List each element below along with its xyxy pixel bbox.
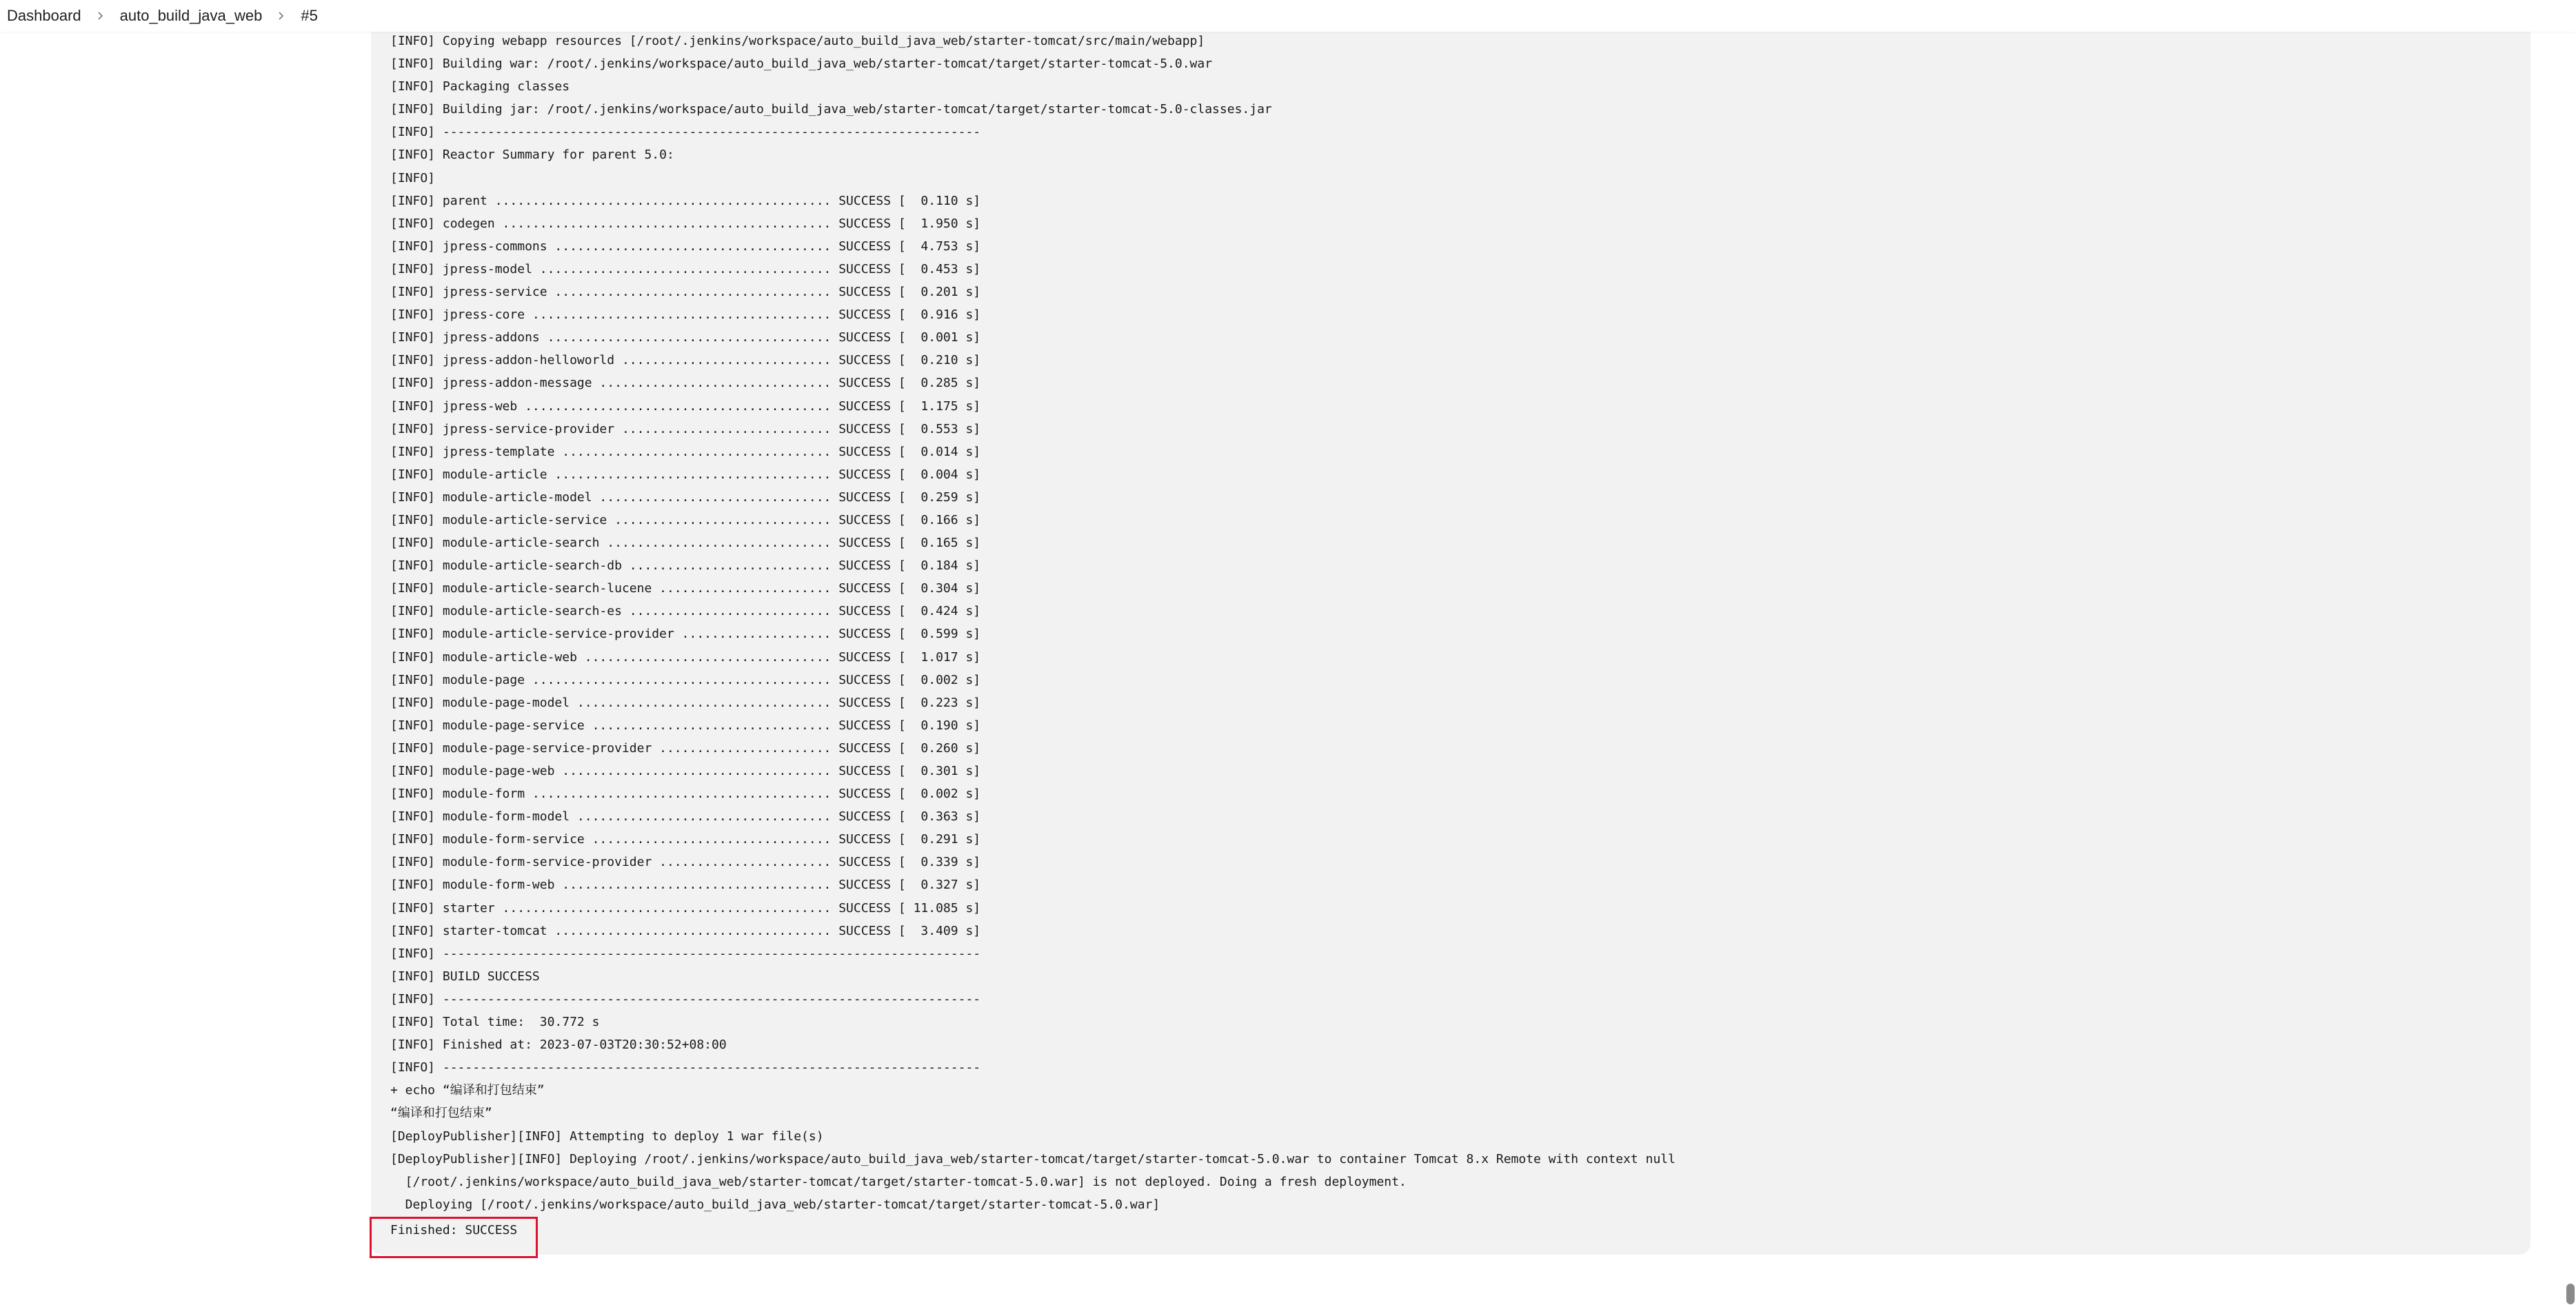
log-line: [/root/.jenkins/workspace/auto_build_java_web/starter-tomcat/target/starter-tomcat-5.0.war] is not deployed. Doing a fresh deployment. — [390, 1174, 1407, 1189]
log-line: [INFO] module-article ..................................... SUCCESS [ 0.004 s] — [390, 467, 981, 482]
log-line: [INFO] module-article-search-lucene ....................... SUCCESS [ 0.304 s] — [390, 581, 981, 596]
log-line: [INFO] jpress-service-provider ............................ SUCCESS [ 0.553 s] — [390, 421, 981, 436]
log-line: [INFO] module-page-service-provider ....................... SUCCESS [ 0.260 s] — [390, 740, 981, 756]
log-line: [DeployPublisher][INFO] Attempting to deploy 1 war file(s) — [390, 1129, 824, 1144]
log-line: [INFO] ------------------------------------------------------------------------ — [390, 991, 981, 1006]
breadcrumb-bar — [0, 0, 2576, 32]
log-line: [INFO] starter-tomcat ..................................... SUCCESS [ 3.409 s] — [390, 923, 981, 938]
log-line: [INFO] module-form-service ................................ SUCCESS [ 0.291 s] — [390, 832, 981, 847]
breadcrumb-dashboard[interactable]: Dashboard — [7, 7, 81, 24]
log-line: Deploying [/root/.jenkins/workspace/auto_build_java_web/starter-tomcat/target/starter-tomcat-5.0.war] — [390, 1197, 1160, 1212]
log-line: [INFO] module-article-model ............................... SUCCESS [ 0.259 s] — [390, 489, 981, 505]
log-line: [INFO] module-article-search-es ........................... SUCCESS [ 0.424 s] — [390, 604, 981, 619]
log-line: + echo “编译和打包结束” — [390, 1083, 545, 1098]
log-line: [INFO] jpress-service ..................................... SUCCESS [ 0.201 s] — [390, 285, 981, 300]
log-line: [INFO] jpress-model ....................................... SUCCESS [ 0.453 s] — [390, 261, 981, 276]
log-line: [INFO] Total time: 30.772 s — [390, 1015, 600, 1030]
log-line: [INFO] module-form-service-provider ....................... SUCCESS [ 0.339 s] — [390, 855, 981, 870]
log-line: [DeployPublisher][INFO] Deploying /root/.jenkins/workspace/auto_build_java_web/starter-tomcat/target/starter-tomcat-5.0.war to container Tomcat 8.x Remote with context null — [390, 1151, 1676, 1166]
log-line: [INFO] module-form-web .................................... SUCCESS [ 0.327 s] — [390, 878, 981, 893]
log-line: [INFO] jpress-web ......................................... SUCCESS [ 1.175 s] — [390, 398, 981, 414]
log-line: [INFO] Building jar: /root/.jenkins/workspace/auto_build_java_web/starter-tomcat/target/starter-tomcat-5.0-classes.jar — [390, 102, 1272, 117]
log-line: [INFO] — [390, 170, 436, 185]
scrollbar-thumb[interactable] — [2566, 1284, 2575, 1304]
breadcrumb-build[interactable]: #5 — [301, 7, 318, 24]
log-line: [INFO] Building war: /root/.jenkins/workspace/auto_build_java_web/starter-tomcat/target/starter-tomcat-5.0.war — [390, 57, 1213, 72]
log-line: [INFO] Packaging classes — [390, 79, 570, 94]
log-line: [INFO] jpress-core ........................................ SUCCESS [ 0.916 s] — [390, 307, 981, 323]
log-line: [INFO] starter ............................................ SUCCESS [ 11.085 s] — [390, 900, 981, 915]
log-line: [INFO] module-page ........................................ SUCCESS [ 0.002 s] — [390, 672, 981, 687]
log-line: [INFO] ------------------------------------------------------------------------ — [390, 1060, 981, 1075]
log-line: [INFO] module-page-service ................................ SUCCESS [ 0.190 s] — [390, 718, 981, 733]
log-line: [INFO] module-article-service ............................. SUCCESS [ 0.166 s] — [390, 512, 981, 527]
breadcrumb-job[interactable]: auto_build_java_web — [119, 7, 263, 24]
log-line: [INFO] module-article-service-provider .................... SUCCESS [ 0.599 s] — [390, 627, 981, 642]
log-line: [INFO] jpress-addon-helloworld ............................ SUCCESS [ 0.210 s] — [390, 353, 981, 368]
log-line: [INFO] Reactor Summary for parent 5.0: — [390, 148, 674, 163]
log-line: [INFO] module-form-model .................................. SUCCESS [ 0.363 s] — [390, 809, 981, 825]
log-line: [INFO] ------------------------------------------------------------------------ — [390, 125, 981, 140]
log-line: [INFO] module-page-model .................................. SUCCESS [ 0.223 s] — [390, 695, 981, 710]
log-line: [INFO] module-article-search .............................. SUCCESS [ 0.165 s] — [390, 536, 981, 551]
console-log — [390, 30, 1676, 1216]
log-line: [INFO] jpress-addon-message ............................... SUCCESS [ 0.285 s] — [390, 376, 981, 391]
finished-status: Finished: SUCCESS — [390, 1223, 518, 1237]
log-line: [INFO] module-article-search-db ........................... SUCCESS [ 0.184 s] — [390, 558, 981, 574]
log-line: [INFO] codegen ............................................ SUCCESS [ 1.950 s] — [390, 216, 981, 231]
log-line: [INFO] ------------------------------------------------------------------------ — [390, 946, 981, 961]
log-line: [INFO] jpress-commons ..................................... SUCCESS [ 4.753 s] — [390, 239, 981, 254]
chevron-right-icon — [262, 8, 301, 24]
log-line: [INFO] parent ............................................. SUCCESS [ 0.110 s] — [390, 193, 981, 208]
log-line: [INFO] jpress-addons ...................................... SUCCESS [ 0.001 s] — [390, 330, 981, 345]
log-line: [INFO] module-page-web .................................... SUCCESS [ 0.301 s] — [390, 764, 981, 778]
log-line: [INFO] jpress-template .................................... SUCCESS [ 0.014 s] — [390, 444, 981, 459]
log-line: [INFO] BUILD SUCCESS — [390, 969, 540, 984]
log-line: [INFO] Copying webapp resources [/root/.jenkins/workspace/auto_build_java_web/starter-tomcat/src/main/webapp] — [390, 34, 1205, 48]
log-line: [INFO] module-article-web ................................. SUCCESS [ 1.017 s] — [390, 649, 981, 665]
chevron-right-icon — [81, 8, 120, 24]
log-line: [INFO] Finished at: 2023-07-03T20:30:52+08:00 — [390, 1038, 727, 1053]
log-line: “编译和打包结束” — [390, 1106, 492, 1121]
log-line: [INFO] module-form ........................................ SUCCESS [ 0.002 s] — [390, 787, 981, 802]
